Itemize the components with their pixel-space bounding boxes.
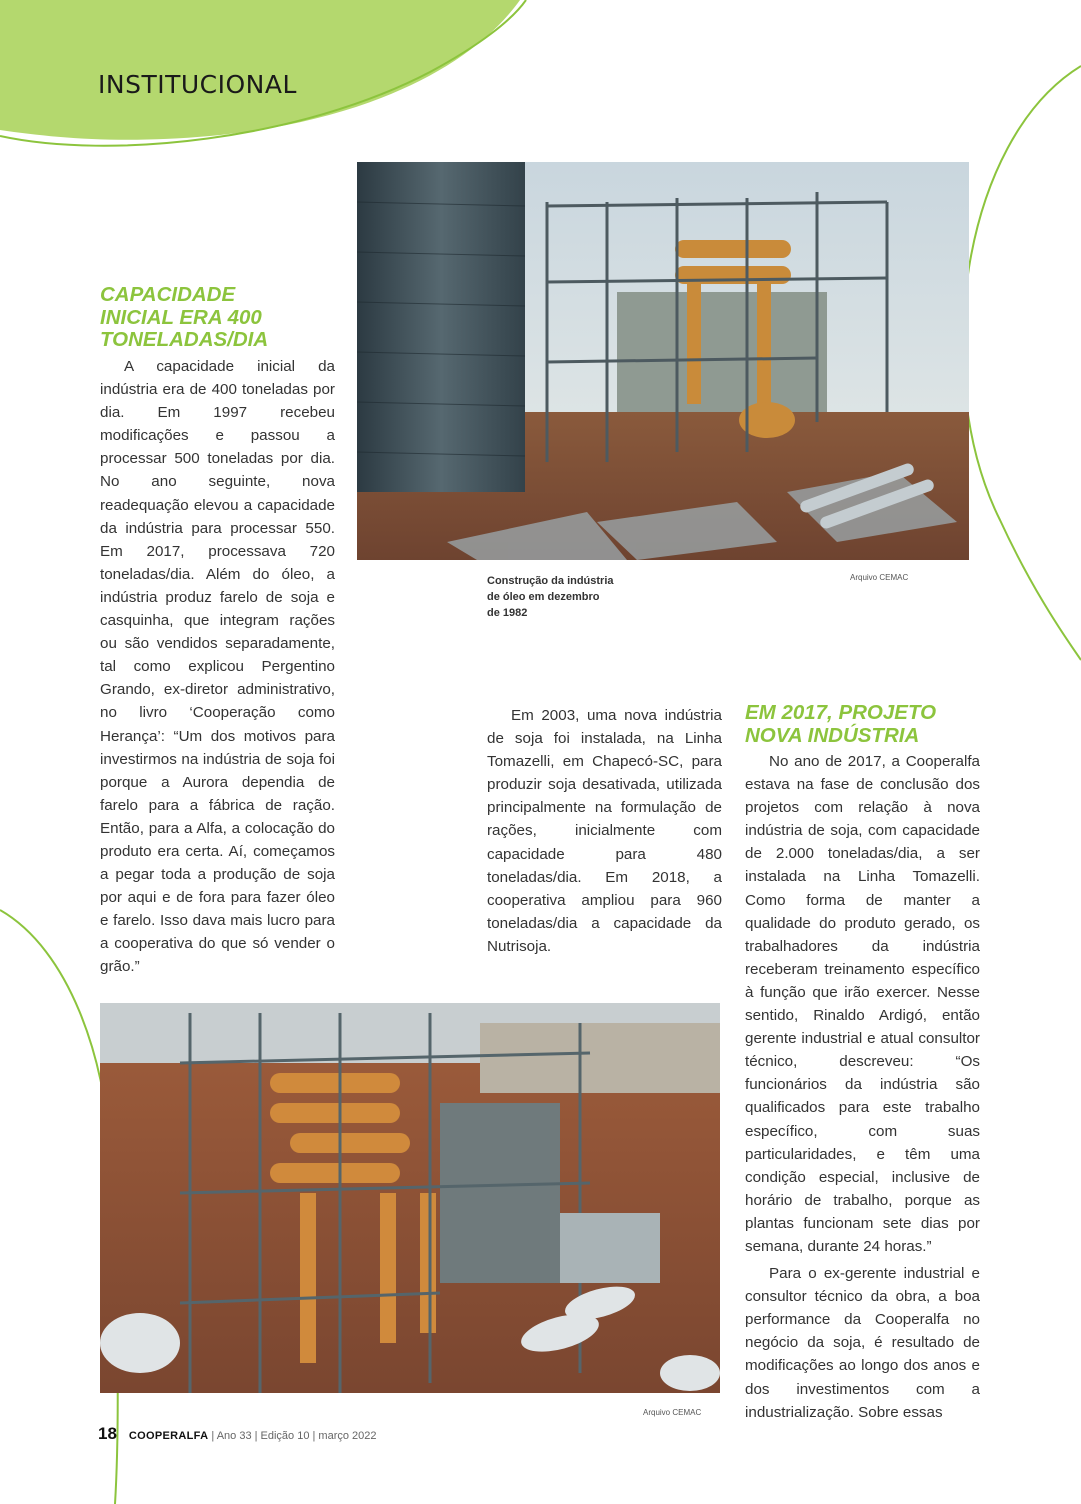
- article-nutrisoja-body: [487, 704, 722, 958]
- issue-info: | Ano 33 | Edição 10 | março 2022: [211, 1430, 377, 1442]
- photo-construction-1982: [357, 162, 969, 560]
- paragraph: Em 2003, uma nova indústria de soja foi instalada, na Linha Tomazelli, em Chapecó-SC, para produzir soja desativada, utilizada principalmente na formulação de rações, inicialmente com capacidade para 480 toneladas/dia. Em 2018, a cooperativa ampliou para 960 toneladas/dia a capacidade da Nutrisoja.: [487, 707, 722, 955]
- photo-credit: Arquivo CEMAC: [643, 1408, 702, 1417]
- article-projeto-body: [745, 750, 980, 1424]
- photo-credit: Arquivo CEMAC: [850, 573, 909, 582]
- headline-capacidade: CAPACIDADE INICIAL ERA 400 TONELADAS/DIA: [100, 283, 269, 351]
- page-number: 18: [98, 1424, 117, 1443]
- photo-industry-plant: [100, 1003, 720, 1393]
- paragraph: A capacidade inicial da indústria era de 400 toneladas por dia. Em 1997 recebeu modificações e passou a processar 500 toneladas por dia. No ano seguinte, nova readequação elevou a capacidade da indústria para processar 550. Em 2017, processava 720 toneladas/dia. Além do óleo, a indústria produz farelo de soja e casquinha, que integram rações ou são vendidos separadamente, tal como explicou Pergentino Grando, ex-diretor administrativo, no livro ‘Cooperação como Herança’: “Um dos motivos para investirmos na indústria de soja foi porque a Aurora dependia de farelo para a fábrica de ração. Então, para a Alfa, a colocação do produto era certa. Aí, começamos a pegar toda a produção de soja por aqui e de fora para fazer óleo e farelo. Isso dava mais lucro para a cooperativa do que só vender o grão.”: [100, 358, 335, 976]
- magazine-brand: COOPERALFA: [128, 1430, 209, 1442]
- paragraph: Para o ex-gerente industrial e consultor técnico da obra, a boa performance da Cooperalfa no negócio da soja, é resultado de modificações ao longo dos anos e dos investimentos com a industrialização. Sobre essas: [745, 1265, 980, 1421]
- photo-caption: Construção da indústria de óleo em dezembro de 1982: [487, 575, 614, 619]
- page-footer: [98, 1424, 377, 1444]
- section-label: INSTITUCIONAL: [98, 70, 297, 99]
- headline-projeto: EM 2017, PROJETO NOVA INDÚSTRIA: [745, 701, 937, 747]
- article-capacidade-body: [100, 355, 335, 979]
- paragraph: No ano de 2017, a Cooperalfa estava na fase de conclusão dos projetos com relação à nova indústria de soja, com capacidade de 2.000 toneladas/dia, a ser instalada na Linha Tomazelli. Como forma de manter a qualidade do produto gerado, os trabalhadores da indústria receberam treinamento específico à função que irão exercer. Nesse sentido, Rinaldo Ardigó, então gerente industrial e atual consultor técnico, descreveu: “Os funcionários da indústria são qualificados para este trabalho específico, com suas particularidades, e têm uma condição especial, inclusive de horário de trabalho, porque as plantas funcionam sete dias por semana, durante 24 horas.”: [745, 753, 980, 1255]
